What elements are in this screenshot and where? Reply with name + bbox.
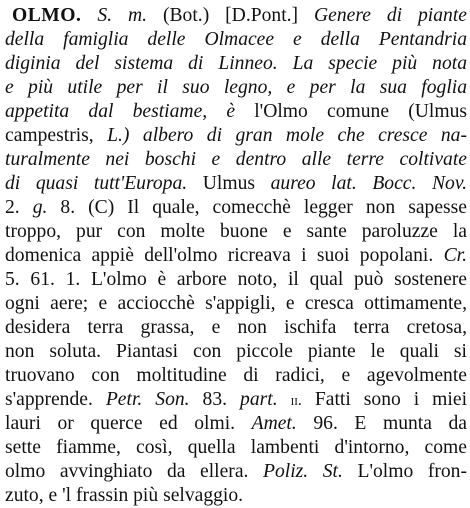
text-segment: Fatti sono i miei bbox=[301, 389, 467, 410]
italic-segment: Cr. bbox=[443, 245, 467, 266]
text-segment: l'Olmo comune (Ulmus bbox=[235, 101, 467, 122]
entry-text-line bbox=[5, 316, 467, 340]
text-segment: campestris, bbox=[5, 125, 108, 146]
italic-segment: Amet. bbox=[251, 413, 297, 434]
text-segment: L'olmo fron- bbox=[342, 461, 467, 482]
italic-segment: aureo lat. bbox=[270, 173, 357, 194]
italic-segment: diginia del sistema di Linneo. La specie più nota bbox=[5, 53, 467, 74]
entry-text-line bbox=[5, 196, 467, 220]
text-segment: zuto, e 'l frassin più selvaggio. bbox=[5, 485, 244, 506]
italic-segment: della famiglia delle Olmacee e della Pentandria bbox=[5, 29, 467, 50]
italic-segment: Poliz. St. bbox=[263, 461, 343, 482]
text-segment: lauri or querce ed olmi. bbox=[5, 413, 252, 434]
entry-text-line bbox=[5, 172, 467, 196]
entry-text-line bbox=[5, 484, 467, 508]
italic-segment: turalmente nei boschi e dentro alle terre coltivate bbox=[5, 149, 467, 170]
italic-segment: e più utile per il suo legno, e per la sua foglia bbox=[5, 77, 467, 98]
entry-text-line bbox=[5, 76, 467, 100]
entry-headline bbox=[5, 4, 467, 28]
entry-text-line bbox=[5, 124, 467, 148]
italic-segment: part. bbox=[240, 389, 278, 410]
italic-segment: g. bbox=[32, 197, 48, 218]
italic-segment: Petr. Son. bbox=[105, 389, 190, 410]
entry-text-line bbox=[5, 52, 467, 76]
text-segment: troppo, pur con molte buone e sante paroluzze la bbox=[5, 221, 467, 242]
entry-text-line bbox=[5, 364, 467, 388]
italic-segment: L.) albero di gran mole che cresce na- bbox=[107, 125, 467, 146]
text-segment: olmo avvinghiato da ellera. bbox=[5, 461, 263, 482]
text-segment: non soluta. Piantasi con piccole piante le quali si bbox=[5, 341, 467, 362]
text-segment: Ulmus bbox=[187, 173, 271, 194]
text-segment: 5. 61. 1. L'olmo è arbore noto, il qual può sostenere bbox=[5, 269, 467, 290]
italic-segment: di quasi tutt'Europa. bbox=[5, 173, 188, 194]
text-segment: sette fiamme, così, quella lambenti d'intorno, come bbox=[5, 437, 467, 458]
text-segment: domenica appiè dell'olmo ricreava i suoi popolani. bbox=[5, 245, 444, 266]
text-segment: 96. E munta da bbox=[296, 413, 467, 434]
entry-text-line bbox=[5, 244, 467, 268]
text-segment: 8. (C) Il quale, comecchè legger non sapesse bbox=[47, 197, 467, 218]
text-segment bbox=[278, 389, 291, 410]
entry-text-line bbox=[5, 388, 467, 412]
italic-segment: Genere di piante bbox=[314, 5, 467, 26]
entry-text-line bbox=[5, 460, 467, 484]
entry-text-line bbox=[5, 292, 467, 316]
text-segment: 83. bbox=[189, 389, 241, 410]
text-segment: s'apprende. bbox=[5, 389, 106, 410]
text-segment: 2. bbox=[5, 197, 33, 218]
text-segment bbox=[81, 5, 97, 26]
entry-text-line bbox=[5, 268, 467, 292]
italic-segment: Bocc. Nov. bbox=[356, 173, 467, 194]
text-segment: truovano con moltitudine di radici, e agevolmente bbox=[5, 365, 467, 386]
headword: OLMO. bbox=[12, 5, 82, 26]
entry-text-line bbox=[5, 100, 467, 124]
italic-segment: appetita dal bestiame, è bbox=[5, 101, 236, 122]
entry-text-line bbox=[5, 412, 467, 436]
entry-text-line bbox=[5, 28, 467, 52]
entry-text-line bbox=[5, 340, 467, 364]
entry-text-line bbox=[5, 220, 467, 244]
text-segment: (Bot.) [D.Pont.] bbox=[147, 5, 314, 26]
small-caps-segment: ii. bbox=[290, 392, 302, 409]
entry-text-line bbox=[5, 148, 467, 172]
entry-text-line bbox=[5, 436, 467, 460]
text-segment: desidera terra grassa, e non ischifa terra cretosa, bbox=[5, 317, 467, 338]
dictionary-entry-olmo bbox=[5, 4, 467, 508]
italic-segment: S. m. bbox=[97, 5, 148, 26]
text-segment: ogni aere; e acciocchè s'appigli, e cresca ottimamente, bbox=[5, 293, 467, 314]
